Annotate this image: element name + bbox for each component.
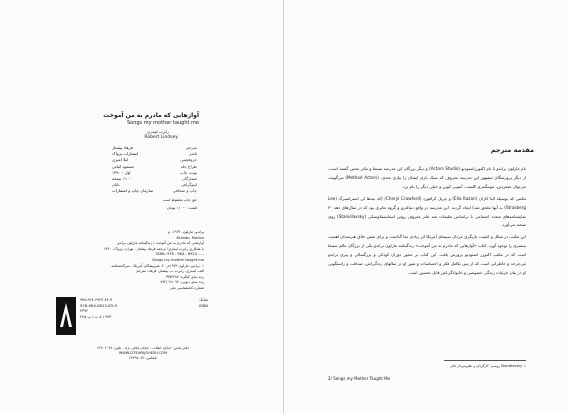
isbn-value: ۹۷۸-۹۶۴-۶۹۲۳-۸۳-۹ (80, 297, 112, 302)
isbn-area (56, 297, 216, 343)
publisher-line: دفتر پخش: خیابان انقلاب - خیابان لبافی نژاد - تلفن: ۶۶۴۰۲۰۴۸ (97, 346, 189, 350)
publisher-line: WWW.CITEAPAJOHESH.COM (118, 351, 168, 356)
credit-key: لیتوگرافی (180, 182, 197, 188)
author-name-persian: رابرت لیندزی (146, 129, 169, 134)
credit-key: چاپ و صحافی (172, 188, 197, 194)
isbn-key: شابک (199, 297, 208, 302)
credit-value: لیلا امیری (112, 157, 128, 163)
isbn-value: ۷۹۳ / ۸ ب / پ ۲۴۵ (80, 313, 112, 319)
author-name-english: Robert Lindsey (144, 135, 178, 140)
credit-key: طراح جلد (180, 163, 197, 169)
credit-value: انتشارات پژواک (112, 151, 139, 157)
paragraph: مکتبی که بوسیله الیا کازان (Elia Kazan) و چریل کرافورد (Cheryl Crawford) (که بعدها لی استراسبرگ (Lee Strasberg) به آنها ملحق شد) ایجاد گردید. این مدرسه در واقع دنباله‌رو و گروه تئاتری بود که در سال‌های دهه ۳۰ نمایشنامه‌های متعدد اجتماعی با براساس تعلیمات متد تئاتر معروف روس استانیسلاوسکی (Stanislavsky) روی صحنه می‌آورد. (328, 195, 526, 228)
cip-line: ISBN: 978 - 964 - 6923 - ... (156, 252, 204, 257)
credit-value: سازمان چاپ و انتشارات (112, 188, 154, 194)
cip-line: رده بندی دیویی: ۷۹۲/۰۲۸۰۹۲ (160, 280, 204, 285)
publisher-logo-icon (56, 297, 76, 335)
credit-value: ۱۱۰۰ نسخه (112, 176, 132, 182)
paragraph: این مکتب در شکل و کیفیت بازیگری مردان سینمای آمریکا اثر زیادی بجا گذاشت و برای نقش خلاق هنرمندان اهمیت بیشتری را بوجود آورد. کتاب «آوازهایی که مادرم به من آموخت» زندگینامه مارلون براندو یکی از بزرگان عالم سینما است که در مکتب اکتورز استودیو پرورش یافت. این کتاب بر محور دوران کودکی و بزرگسالی و پیری براندو می‌چرخد و خاطراتی است که از پس تکامل فکر و احساسات و شور او در سالهای زندگی‌اش، صداقت و راستگویی او در بیان جزئیات زندگی خصوصی و خانوادگی‌اش قابل تحسین است. (328, 234, 526, 275)
credits-list (112, 145, 197, 211)
isbn-row (80, 314, 208, 320)
book-title-persian: آوازهایی که مادرم به من آموخت (103, 112, 199, 119)
isbn-value: 978-964-6923-83-9 (80, 302, 117, 308)
credit-key: مترجم (186, 145, 197, 150)
footnote-divider (444, 360, 526, 361)
credit-value: فرهاد پیشتاز (112, 145, 133, 150)
preface-page (284, 0, 568, 413)
rights-note: حق چاپ محفوظ است (162, 197, 197, 202)
cip-line: شماره کتابشناسی ملی (169, 285, 204, 290)
cip-line: الف. لیندزی، رابرت ب. پیشتاز، فرهاد، مترجم (136, 269, 204, 274)
paragraph: نام مارلون براندو با نام اکتورزاستودیو (Actors Studio) و دیگر بزرگان این مدرسه سینما و تئاتر عجین گشته است، از دیگر پرورشگان مشهور این مدرسه معروف که سبک بازی ایشان را بیازی متدی، (Method Actors) می‌گویند، می‌توان جیمزدین، مونتگمری کلیفت، آنتونی کوین و خیلی دیگر را نام برد. (328, 166, 526, 189)
cip-line: Brando, Marlon (176, 235, 204, 240)
preface-body (328, 165, 526, 281)
isbn-value: ۲۳۹۲ (80, 308, 89, 313)
credit-row (112, 188, 197, 194)
cip-line: ۱. براندو، مارلون ۱۹۲۴م - ۲. هنرپیشگان آمریکا - سرگذشتنامه (111, 263, 204, 268)
book-title-english: Songs my mother taught me (126, 120, 199, 126)
credit-key: حروفچینی (180, 157, 197, 163)
running-footer: 2/ Songs my Mother Taught Me (328, 376, 391, 381)
credit-key: شمارگان (182, 176, 197, 182)
credit-key: نوبت چاپ (180, 169, 197, 175)
cip-line: Songs my mother taught me (152, 257, 204, 262)
cip-line: آوازهایی که مادرم به من آموخت / زندگینامه مارلون براندو (117, 241, 204, 246)
credit-value: مسعود اثباتی (112, 163, 134, 169)
publisher-info (76, 346, 210, 362)
cip-line: رده بندی کنگره: PN۲۲۸۷ (166, 274, 204, 279)
section-title: مقدمه مترجم (490, 146, 534, 154)
cip-line: با همکاری رابرت لیندزی؛ ترجمه فرهاد پیشتاز - تهران: پژواک، ۱۳۹۰ (103, 246, 204, 251)
isbn-key: ISBN (199, 302, 208, 308)
price: قیمت: ۱۱۰۰۰ تومان (166, 205, 197, 210)
credit-value: تابان (112, 182, 120, 188)
cip-line: براندو، مارلون، ۱۹۲۴- م (168, 230, 204, 234)
isbn-box (80, 297, 208, 337)
publisher-line: تلفکس: ۶۶۴۹۸۰۷۲ (129, 356, 157, 361)
cataloging-data (76, 230, 204, 292)
credit-value: اول - ۱۳۹۰ (112, 169, 131, 175)
credit-key: ناشر (189, 151, 197, 157)
footnote: ۱. Stanislavsky روسی؛ کارگردان و نظریه‌پرداز تئاتر (450, 364, 526, 368)
